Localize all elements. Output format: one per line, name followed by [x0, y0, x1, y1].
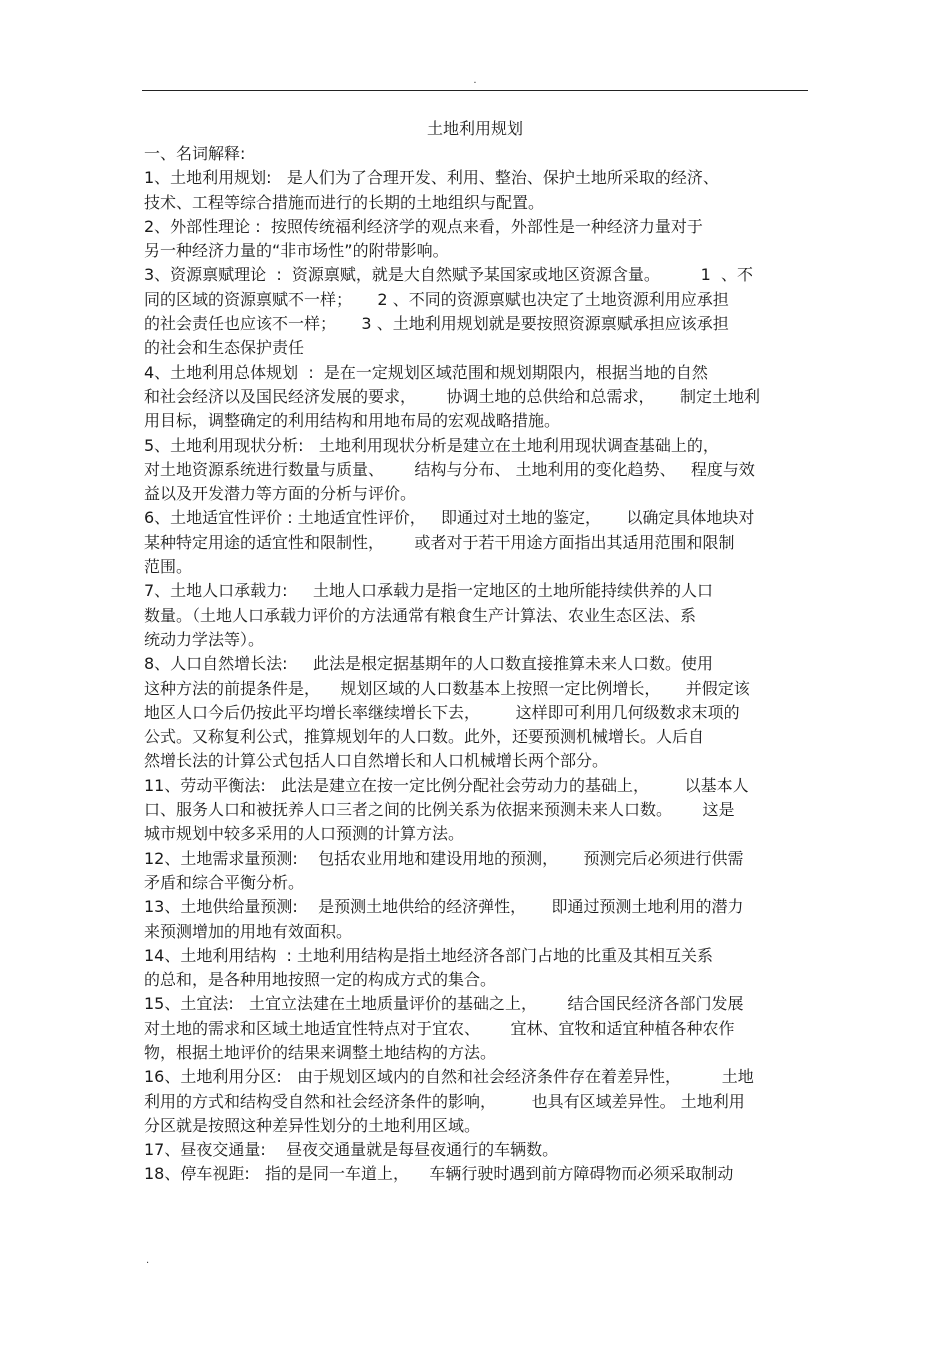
- document-body: [144, 142, 810, 1187]
- text-line: 地区人口今后仍按此平均增长率继续增长下去， 这样即可利用几何级数求末项的: [144, 702, 740, 722]
- text-line: 一、名词解释:: [144, 144, 246, 163]
- text-line: 15、土宜法: 土宜立法建在土地质量评价的基础之上， 结合国民经济各部门发展: [144, 994, 744, 1014]
- text-line: 8、人口自然增长法: 此法是根定据基期年的人口数直接推算未来人口数。使用: [144, 654, 714, 674]
- text-line: 统动力学法等）。: [144, 629, 265, 649]
- text-line: 某种特定用途的适宜性和限制性， 或者对于若干用途方面指出其适用范围和限制: [144, 532, 735, 552]
- text-line: 用目标，调整确定的利用结构和用地布局的宏观战略措施。: [144, 411, 561, 431]
- header-rule: [142, 90, 808, 91]
- text-line: 14、土地利用结构 : 土地利用结构是指土地经济各部门占地的比重及其相互关系: [144, 945, 714, 965]
- text-line: 分区就是按照这种差异性划分的土地利用区域。: [144, 1115, 481, 1135]
- text-line: 2、外部性理论 : 按照传统福利经济学的观点来看，外部性是一种经济力量对于: [144, 216, 703, 236]
- text-line: 对土地的需求和区域土地适宜性特点对于宜农、 宜林、宜牧和适宜种植各种农作: [144, 1018, 735, 1038]
- footer-dot: .: [146, 1255, 150, 1266]
- text-line: 7、土地人口承载力: 土地人口承载力是指一定地区的土地所能持续供养的人口: [144, 581, 714, 601]
- text-line: 利用的方式和结构受自然和社会经济条件的影响， 也具有区域差异性。 土地利用: [144, 1091, 745, 1111]
- page-title: 土地利用规划: [426, 119, 523, 138]
- text-line: 然增长法的计算公式包括人口自然增长和人口机械增长两个部分。: [144, 751, 609, 771]
- text-line: 1、土地利用规划: 是人们为了合理开发、利用、整治、保护土地所采取的经济、: [144, 168, 719, 188]
- text-line: 数量。（土地人口承载力评价的方法通常有粮食生产计算法、农业生态区法、系: [144, 605, 697, 625]
- text-line: 矛盾和综合平衡分析。: [144, 872, 305, 892]
- text-line: 同的区域的资源禀赋不一样； 2 、不同的资源禀赋也决定了土地资源利用应承担: [144, 289, 729, 309]
- text-line: 12、土地需求量预测: 包括农业用地和建设用地的预测， 预测完后必须进行供需: [144, 848, 744, 868]
- text-line: 13、土地供给量预测: 是预测土地供给的经济弹性， 即通过预测土地利用的潜力: [144, 897, 744, 917]
- text-line: 和社会经济以及国民经济发展的要求， 协调土地的总供给和总需求， 制定土地利: [144, 386, 760, 406]
- text-line: 的社会和生态保护责任: [144, 338, 305, 358]
- text-line: 18、停车视距: 指的是同一车道上， 车辆行驶时遇到前方障碍物而必须采取制动: [144, 1164, 734, 1184]
- text-line: 益以及开发潜力等方面的分析与评价。: [144, 484, 417, 504]
- text-line: 城市规划中较多采用的人口预测的计算方法。: [144, 824, 465, 844]
- text-line: 技术、工程等综合措施而进行的长期的土地组织与配置。: [144, 192, 545, 212]
- text-line: 另一种经济力量的“非市场性”的附带影响。: [144, 241, 449, 261]
- text-line: 公式。又称复利公式，推算规划年的人口数。此外，还要预测机械增长。人后自: [144, 727, 705, 747]
- text-line: 范围。: [144, 557, 193, 577]
- header-dot: .: [473, 75, 477, 86]
- text-line: 17、昼夜交通量: 昼夜交通量就是每昼夜通行的车辆数。: [144, 1140, 559, 1160]
- text-line: 口、服务人口和被抚养人口三者之间的比例关系为依据来预测未来人口数。 这是: [144, 800, 735, 820]
- text-line: 11、劳动平衡法: 此法是建立在按一定比例分配社会劳动力的基础上， 以基本人: [144, 775, 749, 795]
- text-line: 4、土地利用总体规划 : 是在一定规划区域范围和规划期限内，根据当地的自然: [144, 362, 708, 382]
- text-line: 3、资源禀赋理论 : 资源禀赋，就是大自然赋予某国家或地区资源含量。 1 、不: [144, 265, 753, 285]
- text-line: 5、土地利用现状分析: 土地利用现状分析是建立在土地利用现状调查基础上的，: [144, 435, 719, 455]
- text-line: 对土地资源系统进行数量与质量、 结构与分布、 土地利用的变化趋势、 程度与效: [144, 459, 755, 479]
- text-line: 的总和，是各种用地按照一定的构成方式的集合。: [144, 970, 497, 990]
- text-line: 来预测增加的用地有效面积。: [144, 921, 353, 941]
- text-line: 16、土地利用分区: 由于规划区域内的自然和社会经济条件存在着差异性， 土地: [144, 1067, 754, 1087]
- text-line: 6、土地适宜性评价 : 土地适宜性评价， 即通过对土地的鉴定， 以确定具体地块对: [144, 508, 755, 528]
- text-line: 物，根据土地评价的结果来调整土地结构的方法。: [144, 1042, 497, 1062]
- text-line: 这种方法的前提条件是， 规划区域的人口数基本上按照一定比例增长， 并假定该: [144, 678, 750, 698]
- text-line: 的社会责任也应该不一样； 3 、土地利用规划就是要按照资源禀赋承担应该承担: [144, 314, 729, 334]
